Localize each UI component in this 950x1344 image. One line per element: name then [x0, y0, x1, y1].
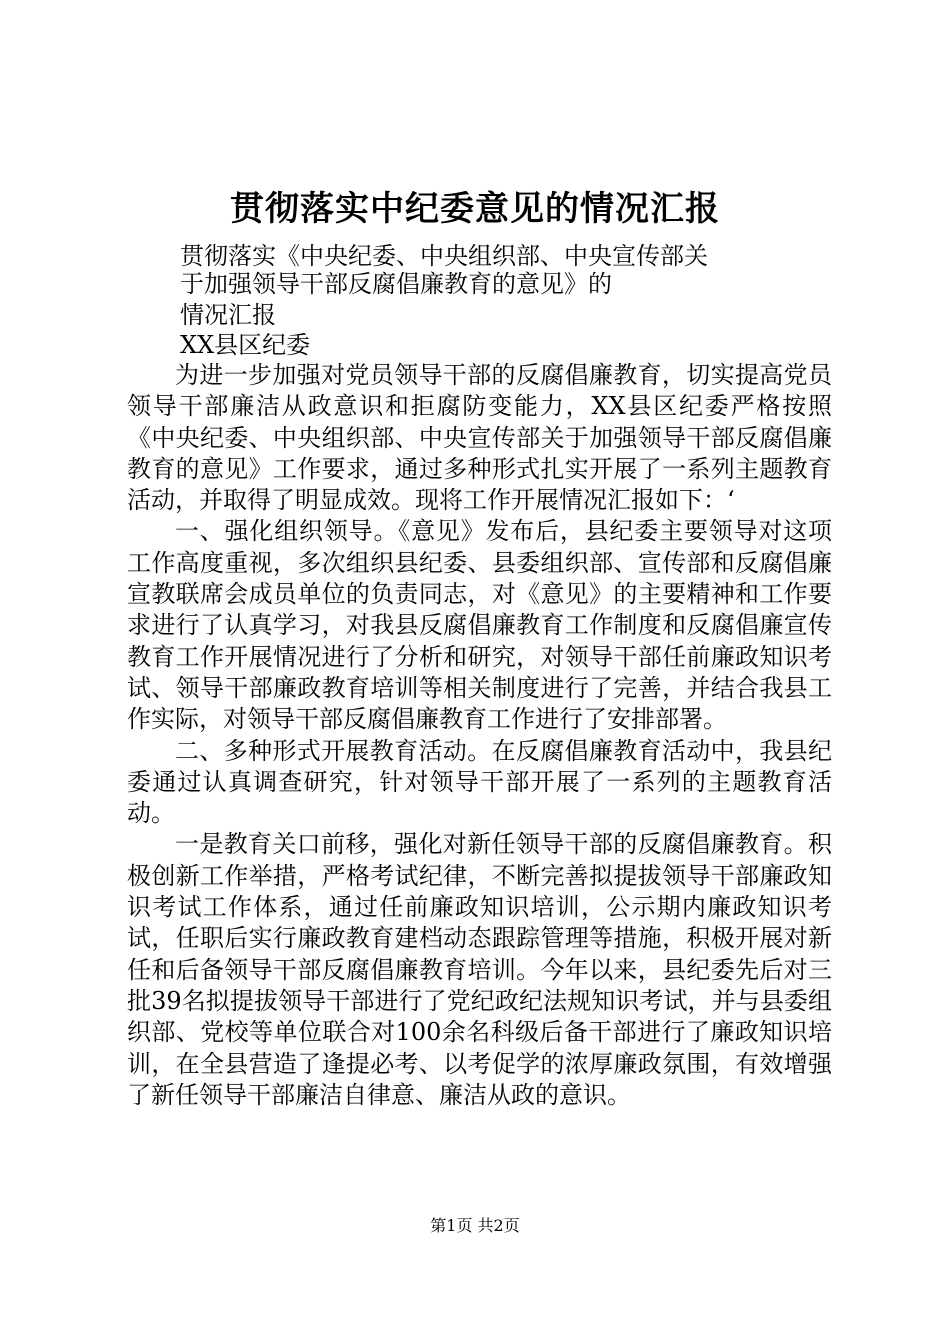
page-footer: 第1页 共2页	[430, 1216, 520, 1235]
subtitle-line-3: 情况汇报	[180, 301, 276, 329]
paragraph-intro: 为进一步加强对党员领导干部的反腐倡廉教育，切实提高党员领导干部廉洁从政意识和拒腐防变能力，XX县区纪委严格按照《中央纪委、中央组织部、中央宣传部关于加强领导干部反腐倡廉教育的意见》工作要求，通过多种形式扎实开展了一系列主题教育活动，并取得了明显成效。现将工作开展情况汇报如下：‘	[127, 361, 832, 515]
document-title: 贯彻落实中纪委意见的情况汇报	[230, 189, 720, 229]
paragraph-section-1: 一、强化组织领导。《意见》发布后，县纪委主要领导对这项工作高度重视，多次组织县纪委、县委组织部、宣传部和反腐倡廉宣教联席会成员单位的负责同志，对《意见》的主要精神和工作要求进行了认真学习，对我县反腐倡廉教育工作制度和反腐倡廉宣传教育工作开展情况进行了分析和研究，对领导干部任前廉政知识考试、领导干部廉政教育培训等相关制度进行了完善，并结合我县工作实际，对领导干部反腐倡廉教育工作进行了安排部署。	[127, 517, 832, 734]
paragraph-section-2: 二、多种形式开展教育活动。在反腐倡廉教育活动中，我县纪委通过认真调查研究，针对领导干部开展了一系列的主题教育活动。	[127, 736, 832, 828]
paragraph-section-2-item-1: 一是教育关口前移，强化对新任领导干部的反腐倡廉教育。积极创新工作举措，严格考试纪律，不断完善拟提拔领导干部廉政知识考试工作体系，通过任前廉政知识培训，公示期内廉政知识考试，任职后实行廉政教育建档动态跟踪管理等措施，积极开展对新任和后备领导干部反腐倡廉教育培训。今年以来，县纪委先后对三批39名拟提拔领导干部进行了党纪政纪法规知识考试，并与县委组织部、党校等单位联合对100余名科级后备干部进行了廉政知识培训，在全县营造了逢提必考、以考促学的浓厚廉政氛围，有效增强了新任领导干部廉洁自律意、廉洁从政的意识。	[127, 830, 832, 1109]
author-line: XX县区纪委	[180, 331, 311, 359]
subtitle-line-1: 贯彻落实《中央纪委、中央组织部、中央宣传部关	[180, 242, 708, 270]
document-body	[127, 360, 832, 1111]
subtitle-line-2: 于加强领导干部反腐倡廉教育的意见》的	[180, 270, 612, 298]
